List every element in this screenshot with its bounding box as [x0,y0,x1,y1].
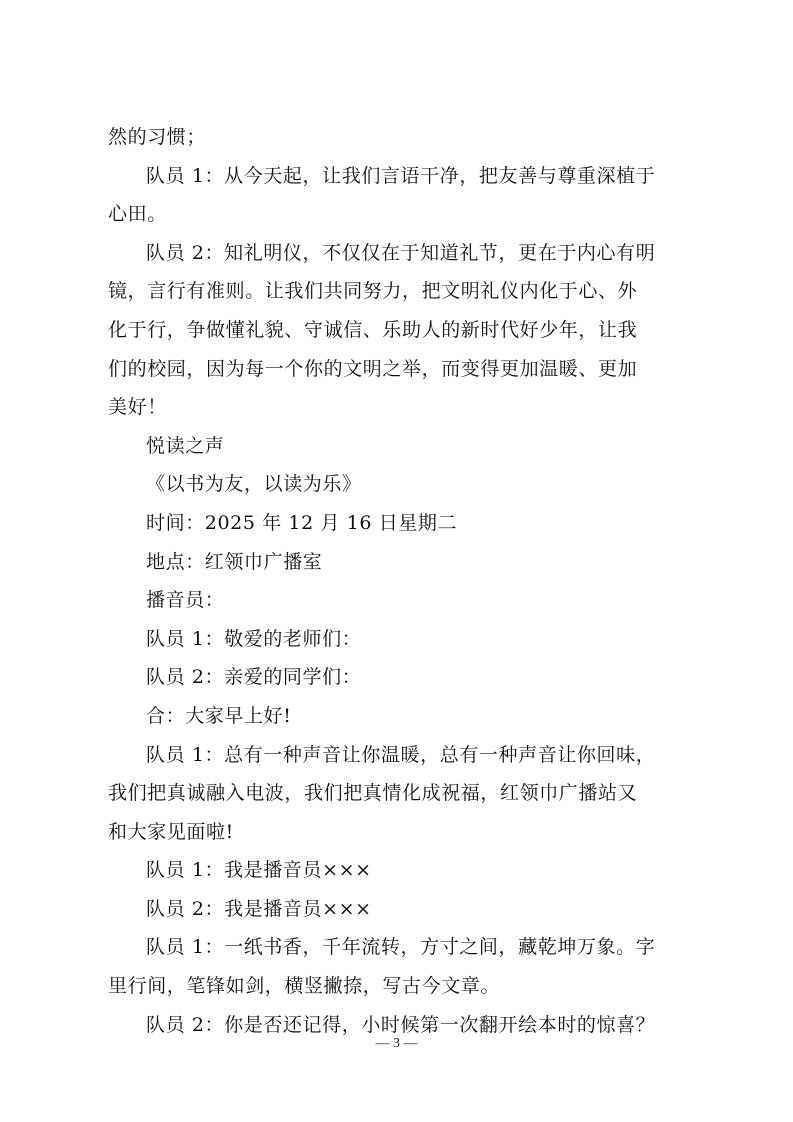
text-line: 时间：2025 年 12 月 16 日星期二 [146,511,458,534]
text-line: 队员 1：敬爱的老师们： [146,627,362,650]
text-line: 队员 1：从今天起，让我们言语干净，把友善与尊重深植于 [146,164,656,187]
text-line: 队员 1：一纸书香，千年流转，方寸之间，藏乾坤万象。字 [146,936,656,959]
text-line: 队员 1：总有一种声音让你温暖，总有一种声音让你回味， [146,743,656,766]
page-number: — 3 — [375,1036,418,1051]
text-line: 队员 2：知礼明仪，不仅仅在于知道礼节，更在于内心有明 [146,241,656,264]
document-body [108,118,688,1044]
text-line: 队员 1：我是播音员××× [146,859,372,882]
text-line: 美好！ [108,396,167,419]
text-line: 播音员： [146,589,225,612]
text-line: 心田。 [108,203,167,226]
text-line: 们的校园，因为每一个你的文明之举，而变得更加温暖、更加 [108,357,638,380]
text-line: 《以书为友，以读为乐》 [146,473,362,496]
text-line: 我们把真诚融入电波，我们把真情化成祝福，红领巾广播站又 [108,782,638,805]
text-line: 合：大家早上好! [146,704,292,727]
text-line: 里行间，笔锋如剑，横竖撇捺，写古今文章。 [108,975,501,998]
text-line: 镜，言行有准则。让我们共同努力，把文明礼仪内化于心、外 [108,280,638,303]
text-line: 地点：红领巾广播室 [146,550,323,573]
text-line: 和大家见面啦! [108,820,234,843]
text-line: 然的习惯； [108,126,207,148]
text-line: 队员 2：我是播音员××× [146,897,372,920]
text-line: 队员 2：你是否还记得，小时候第一次翻开绘本时的惊喜？ [146,1013,656,1036]
text-line: 化于行，争做懂礼貌、守诚信、乐助人的新时代好少年，让我 [108,318,638,341]
text-line: 悦读之声 [146,434,225,457]
text-line: 队员 2：亲爱的同学们： [146,666,362,689]
